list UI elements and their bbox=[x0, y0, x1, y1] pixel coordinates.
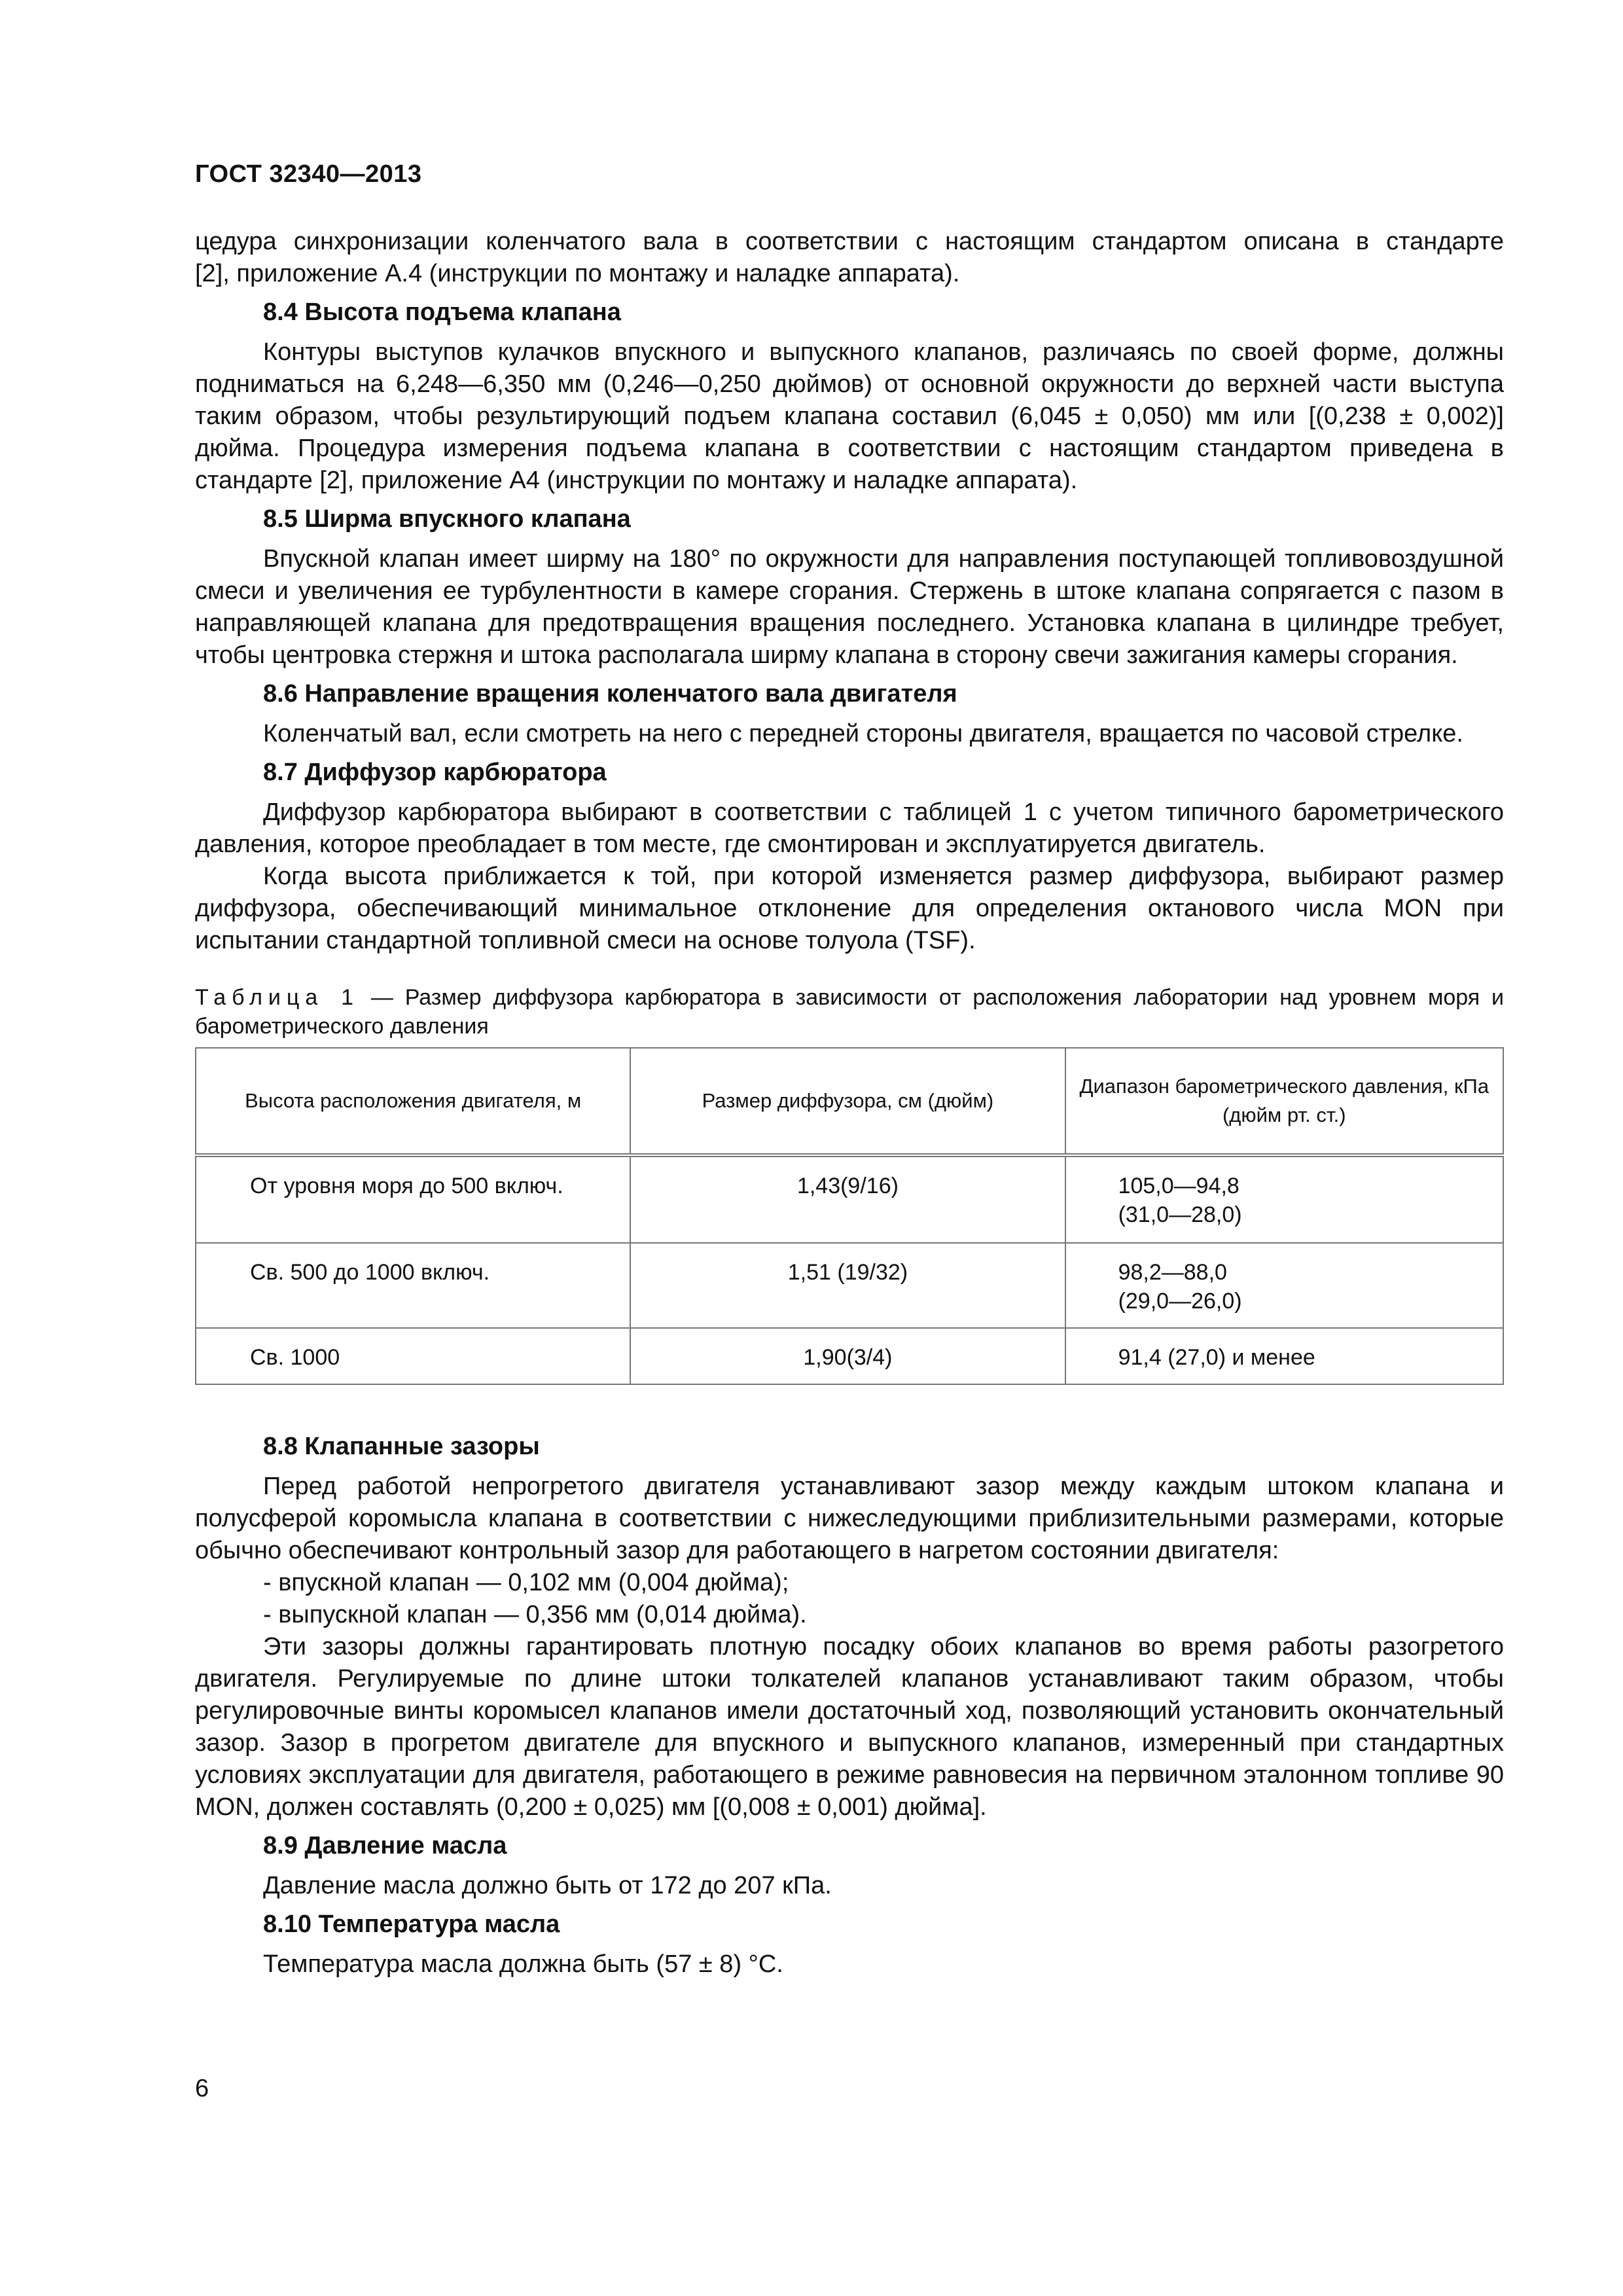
section-8-5-text: Впускной клапан имеет ширму на 180° по окружности для направления поступающей топливовоздушной смеси и увеличения ее турбулентности в камере сгорания. Стержень в штоке клапана сопрягается с пазом в направляющей клапана для предотвращения вращения последнего. Установка клапана в цилиндре требует, чтобы центровка стержня и штока располагала ширму клапана в сторону свечи зажигания камеры сгорания. bbox=[195, 545, 1504, 669]
list-item: - впускной клапан — 0,102 мм (0,004 дюйма); bbox=[263, 1569, 789, 1596]
table-1-caption bbox=[195, 983, 1504, 1041]
section-8-10-text: Температура масла должна быть (57 ± 8) °С. bbox=[263, 1950, 783, 1978]
table-cell-pressure bbox=[1065, 1155, 1503, 1243]
section-8-6-title: 8.6 Направление вращения коленчатого вала двигателя bbox=[263, 680, 957, 708]
pressure-inches: (31,0—28,0) bbox=[1118, 1202, 1242, 1227]
intro-line-1: цедура синхронизации коленчатого вала в соответствии с настоящим стандартом описана в стандарте bbox=[195, 228, 1504, 255]
table-row bbox=[196, 1155, 1503, 1243]
table-row bbox=[196, 1328, 1503, 1384]
section-8-8-title: 8.8 Клапанные зазоры bbox=[263, 1433, 540, 1460]
table-cell-size: 1,90(3/4) bbox=[630, 1328, 1065, 1384]
table-cell-pressure bbox=[1065, 1243, 1503, 1328]
list-item: - выпускной клапан — 0,356 мм (0,014 дюйма). bbox=[263, 1601, 807, 1628]
table-cell-size: 1,43(9/16) bbox=[630, 1155, 1065, 1243]
section-8-4-text: Контуры выступов кулачков впускного и выпускного клапанов, различаясь по своей форме, должны подниматься на 6,248—6,350 мм (0,246—0,250 дюймов) от основной окружности до верхней части выступа таким образом, чтобы результирующий подъем клапана составил (6,045 ± 0,050) мм или [(0,238 ± 0,002)] дюйма. Процедура измерения подъема клапана в соответствии с настоящим стандартом приведена в стандарте [2], приложение А4 (инструкции по монтажу и наладке аппарата). bbox=[195, 338, 1504, 494]
standard-header: ГОСТ 32340—2013 bbox=[195, 160, 422, 188]
pressure-kpa: 105,0—94,8 bbox=[1118, 1174, 1240, 1198]
table-header-row bbox=[196, 1048, 1503, 1155]
table-1-caption-text: — Размер диффузора карбюратора в зависимости от расположения лаборатории над уровнем моря и барометрического давления bbox=[195, 985, 1504, 1039]
section-8-9-title: 8.9 Давление масла bbox=[263, 1832, 507, 1859]
table-cell-altitude: Св. 500 до 1000 включ. bbox=[196, 1243, 630, 1328]
section-8-6-text: Коленчатый вал, если смотреть на него с передней стороны двигателя, вращается по часовой стрелке. bbox=[263, 720, 1463, 747]
section-8-5-title: 8.5 Ширма впускного клапана bbox=[263, 505, 631, 533]
table-header-altitude: Высота расположения двигателя, м bbox=[196, 1048, 630, 1155]
intro-line-2: [2], приложение А.4 (инструкции по монтажу и наладке аппарата). bbox=[195, 260, 960, 287]
table-cell-size: 1,51 (19/32) bbox=[630, 1243, 1065, 1328]
pressure-inches: (29,0—26,0) bbox=[1118, 1289, 1242, 1314]
table-cell-altitude: Св. 1000 bbox=[196, 1328, 630, 1384]
section-8-7-paragraph-2: Когда высота приближается к той, при которой изменяется размер диффузора, выбирают размер диффузора, обеспечивающий минимальное отклонение для определения октанового числа MON при испытании стандартной топливной смеси на основе толуола (TSF). bbox=[195, 863, 1504, 954]
section-8-7-title: 8.7 Диффузор карбюратора bbox=[263, 759, 607, 786]
table-header-size: Размер диффузора, см (дюйм) bbox=[630, 1048, 1065, 1155]
table-cell-altitude: От уровня моря до 500 включ. bbox=[196, 1155, 630, 1243]
table-cell-pressure bbox=[1065, 1328, 1503, 1384]
table-1 bbox=[195, 1047, 1504, 1385]
table-header-pressure: Диапазон барометрического давления, кПа (дюйм рт. ст.) bbox=[1065, 1048, 1503, 1155]
section-8-8-paragraph-1: Перед работой непрогретого двигателя устанавливают зазор между каждым штоком клапана и полусферой коромысла клапана в соответствии с нижеследующими приблизительными размерами, которые обычно обеспечивают контрольный зазор для работающего в нагретом состоянии двигателя: bbox=[195, 1473, 1504, 1564]
section-8-9-text: Давление масла должно быть от 172 до 207 кПа. bbox=[263, 1872, 832, 1899]
section-8-4-title: 8.4 Высота подъема клапана bbox=[263, 298, 621, 326]
section-8-8-paragraph-2: Эти зазоры должны гарантировать плотную посадку обоих клапанов во время работы разогретого двигателя. Регулируемые по длине штоки толкателей клапанов устанавливают таким образом, чтобы регулировочные винты коромысел клапанов имели достаточный ход, позволяющий установить окончательный зазор. Зазор в прогретом двигателе для впускного и выпускного клапанов, измеренный при стандартных условиях эксплуатации для двигателя, работающего в режиме равновесия на первичном эталонном топливе 90 MON, должен составлять (0,200 ± 0,025) мм [(0,008 ± 0,001) дюйма]. bbox=[195, 1633, 1504, 1821]
pressure-kpa: 91,4 (27,0) и менее bbox=[1118, 1345, 1315, 1370]
pressure-kpa: 98,2—88,0 bbox=[1118, 1260, 1227, 1285]
table-row bbox=[196, 1243, 1503, 1328]
section-8-10-title: 8.10 Температура масла bbox=[263, 1910, 560, 1938]
page-content bbox=[195, 226, 1504, 1981]
section-8-7-paragraph-1: Диффузор карбюратора выбирают в соответствии с таблицей 1 с учетом типичного барометрического давления, которое преобладает в том месте, где смонтирован и эксплуатируется двигатель. bbox=[195, 798, 1504, 858]
page-number: 6 bbox=[195, 2075, 209, 2102]
table-1-caption-label: Таблица 1 bbox=[195, 985, 360, 1010]
